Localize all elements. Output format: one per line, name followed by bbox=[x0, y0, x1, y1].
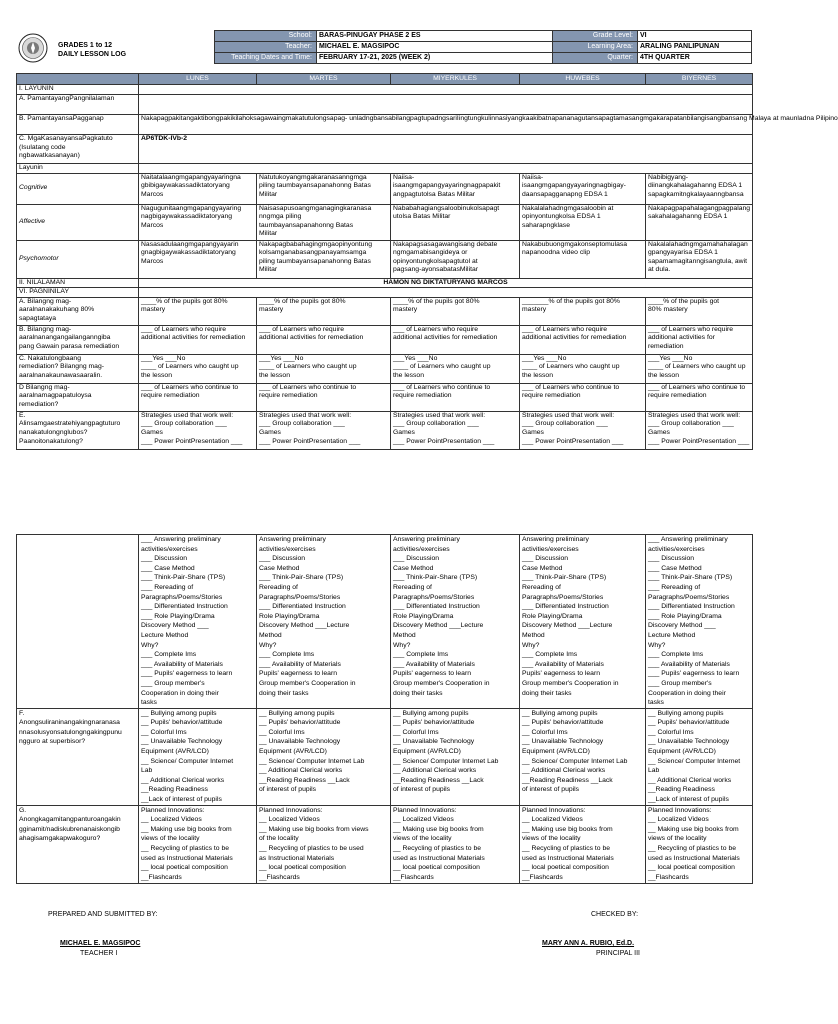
row-g-cell-thursday: Planned Innovations: __ Localized Videos __ Making use big books from views of the locality __ Recycling of plastics to be used as Instructional Materials __ local poetical composition __Flashcards bbox=[520, 805, 646, 883]
row-b-cell-tuesday: ___ of Learners who require additional activities for remediation bbox=[257, 325, 391, 354]
day-header-wednesday: MIYERKULES bbox=[391, 74, 520, 85]
row-e-continued bbox=[17, 535, 753, 709]
pagninilay-label: VI. PAGNINILAY bbox=[17, 288, 139, 298]
cognitive-cell-monday: Naitatalaangmgapangyayaringna gbibigaywakassadiktatoryang Marcos bbox=[139, 173, 257, 204]
row-e2-cell-friday: ___ Answering preliminary activities/exercises ___ Discussion ___ Case Method ___ Think-Pair-Share (TPS) ___ Rereading of Paragraphs/Poems/Stories ___ Differentiated Instruction ___ Role Playing/Drama Discovery Method ___ Lecture Method Why? ___ Complete Ims ___ Availability of Materials ___ Pupils' eagerness to learn ___ Group member's Cooperation in doing their tasks bbox=[646, 535, 753, 709]
quarter-value: 4TH QUARTER bbox=[638, 53, 752, 64]
psychomotor-cell-tuesday: Nakapagbabahagingmgaopinyontung kolsamganabasangpanayamsamga piling taumbayansapanahonng Batas Militar bbox=[257, 240, 391, 278]
row-d bbox=[17, 383, 753, 411]
affective-cell-wednesday: Nababahagiangsaloobinukolsapagt utolsa Batas Militar bbox=[391, 204, 520, 240]
nilalaman-text: HAMON NG DIKTATURYANG MARCOS bbox=[139, 278, 753, 288]
document-title bbox=[58, 41, 126, 59]
prepared-by-signature bbox=[60, 940, 140, 947]
affective-cell-monday: Nagugunitaangmgapangyayaring nagbigaywakassadiktatoryang Marcos bbox=[139, 204, 257, 240]
grade-label: Grade Level: bbox=[553, 31, 638, 42]
row-f-cell-friday: __ Bullying among pupils __ Pupils' behavior/attitude __ Colorful Ims __ Unavailable Technology Equipment (AVR/LCD) __ Science/ Computer Internet Lab __ Additional Clerical works __Reading Readiness __Lack of interest of pupils bbox=[646, 708, 753, 805]
psychomotor-row bbox=[17, 240, 753, 278]
title-line1: GRADES 1 to 12 bbox=[58, 42, 113, 49]
row-b-cell-thursday: ___ of Learners who require additional activities for remediation bbox=[520, 325, 646, 354]
row-e-label: E. Alinsamgaestratehiyangpagtuturo nanakatulongnglubos? Paanoitonakatulong? bbox=[17, 411, 139, 449]
psychomotor-cell-friday: Nakalalahadngmgamahahalagan gpangyayarisa EDSA 1 sapamamagitanngisangtula, awit at dula. bbox=[646, 240, 753, 278]
cognitive-row bbox=[17, 173, 753, 204]
row-f-label: F. Anongsuliraninangakingnaranasa nnasolusyonsatulongngakingpunu ngguro at superbisor? bbox=[17, 708, 139, 805]
cognitive-cell-friday: Nabibigyang- diinangkahalagahanng EDSA 1 sapagkamitngkalayaanngbansa bbox=[646, 173, 753, 204]
row-g-cell-monday: Planned Innovations: __ Localized Videos __ Making use big books from views of the locality __ Recycling of plastics to be used as Instructional Materials __ local poetical composition __Flashcards bbox=[139, 805, 257, 883]
row-a-cell-thursday: _______% of the pupils got 80% mastery bbox=[520, 297, 646, 325]
row-d-cell-wednesday: ___ of Learners who continue to require remediation bbox=[391, 383, 520, 411]
row-b-label: B. Bilangng mag- aaralnanangangailanganngiba pang Gawain parasa remediation bbox=[17, 325, 139, 354]
row-a-cell-friday: ____% of the pupils got 80% mastery bbox=[646, 297, 753, 325]
checked-by-title: PRINCIPAL III bbox=[596, 950, 640, 957]
row-e-cell-wednesday: Strategies used that work well: ___ Group collaboration ___ Games ___ Power PointPresentation ___ bbox=[391, 411, 520, 449]
row-g-cell-friday: Planned Innovations: __ Localized Videos __ Making use big books from views of the locality __ Recycling of plastics to be used as Instructional Materials __ local poetical composition __Flashcards bbox=[646, 805, 753, 883]
row-e2-cell-wednesday: Answering preliminary activities/exercises ___ Discussion Case Method ___ Think-Pair-Share (TPS) Rereading of Paragraphs/Poems/Stories ___ Differentiated Instruction Role Playing/Drama Discovery Method ___Lecture Method Why? ___ Complete Ims ___ Availability of Materials Pupils' eagerness to learn Group member's Cooperation in doing their tasks bbox=[391, 535, 520, 709]
psychomotor-cell-wednesday: Nakapagsasagawangisang debate ngmgamabisangideya or opinyontungkolsapagtutol at pagsang-ayonsabatasMilitar bbox=[391, 240, 520, 278]
row-e2-cell-thursday: Answering preliminary activities/exercises ___ Discussion Case Method ___ Think-Pair-Share (TPS) Rereading of Paragraphs/Poems/Stories ___ Differentiated Instruction Role Playing/Drama Discovery Method ___Lecture Method Why? ___ Complete Ims ___ Availability of Materials Pupils' eagerness to learn Group member's Cooperation in doing their tasks bbox=[520, 535, 646, 709]
affective-cell-friday: Nakapagpapahalagangpagpalang sakahalagahanng EDSA 1 bbox=[646, 204, 753, 240]
school-label: School: bbox=[215, 31, 317, 42]
teacher-value: MICHAEL E. MAGSIPOC bbox=[317, 42, 553, 53]
row-a bbox=[17, 297, 753, 325]
prepared-by-title: TEACHER I bbox=[80, 950, 118, 957]
grade-value: VI bbox=[638, 31, 752, 42]
row-e bbox=[17, 411, 753, 449]
day-header-monday: LUNES bbox=[139, 74, 257, 85]
row-d-cell-thursday: ___ of Learners who continue to require remediation bbox=[520, 383, 646, 411]
row-f-cell-wednesday: __ Bullying among pupils __ Pupils' behavior/attitude __ Colorful Ims __ Unavailable Technology Equipment (AVR/LCD) __ Science/ Computer Internet Lab __ Additional Clerical works __Reading Readiness __Lack of interest of pupils bbox=[391, 708, 520, 805]
affective-cell-tuesday: Naisasapusoangmganagingkaranasa nngmga piling taumbayansapanahonng Batas Militar bbox=[257, 204, 391, 240]
row-d-cell-monday: ___ of Learners who continue to require remediation bbox=[139, 383, 257, 411]
cognitive-cell-thursday: Naiisa- isaangmgapangyayaringnagbigay- daansapagganapng EDSA 1 bbox=[520, 173, 646, 204]
header-info-table bbox=[214, 30, 752, 64]
area-value: ARALING PANLIPUNAN bbox=[638, 42, 752, 53]
row-b-cell-wednesday: ___ of Learners who require additional activities for remediation bbox=[391, 325, 520, 354]
cognitive-cell-tuesday: Natutukoyangmgakaranasanngmga piling taumbayansapanahonng Batas Militar bbox=[257, 173, 391, 204]
checked-by-label: CHECKED BY: bbox=[591, 911, 639, 918]
affective-cell-thursday: Nakalalahadngmgasaloobin at opinyontungkolsa EDSA 1 saharapngklase bbox=[520, 204, 646, 240]
lesson-log-continuation-table bbox=[16, 534, 753, 884]
row-a-cell-tuesday: ____% of the pupils got 80% mastery bbox=[257, 297, 391, 325]
row-f-cell-thursday: __ Bullying among pupils __ Pupils' behavior/attitude __ Colorful Ims __ Unavailable Technology Equipment (AVR/LCD) __ Science/ Computer Internet Lab __ Additional Clerical works __Reading Readiness __Lack of interest of pupils bbox=[520, 708, 646, 805]
row-e2-cell-monday: ___ Answering preliminary activities/exercises ___ Discussion ___ Case Method ___ Think-Pair-Share (TPS) ___ Rereading of Paragraphs/Poems/Stories ___ Differentiated Instruction ___ Role Playing/Drama Discovery Method ___ Lecture Method Why? ___ Complete Ims ___ Availability of Materials ___ Pupils' eagerness to learn ___ Group member's Cooperation in doing their tasks bbox=[139, 535, 257, 709]
affective-row bbox=[17, 204, 753, 240]
row-c-cell-monday: ___Yes ___No ____ of Learners who caught up the lesson bbox=[139, 354, 257, 383]
teacher-label: Teacher: bbox=[215, 42, 317, 53]
day-header-friday: BIYERNES bbox=[646, 74, 753, 85]
dates-value: FEBRUARY 17-21, 2025 (WEEK 2) bbox=[317, 53, 553, 64]
row-f bbox=[17, 708, 753, 805]
layunin-subheading: Layunin bbox=[17, 164, 139, 174]
cognitive-cell-wednesday: Naiisa- isaangmgapangyayaringnagpapakit angpagtutolsa Batas Militar bbox=[391, 173, 520, 204]
row-d-label: D Bilangng mag- aaralnamagpapatuloysa remediation? bbox=[17, 383, 139, 411]
lesson-log-table bbox=[16, 73, 838, 450]
row-c bbox=[17, 354, 753, 383]
row-b bbox=[17, 325, 753, 354]
row-e2-cell-tuesday: Answering preliminary activities/exercises ___ Discussion Case Method ___ Think-Pair-Share (TPS) Rereading of Paragraphs/Poems/Stories ___ Differentiated Instruction Role Playing/Drama Discovery Method ___Lecture Method Why? ___ Complete Ims ___ Availability of Materials Pupils' eagerness to learn Group member's Cooperation in doing their tasks bbox=[257, 535, 391, 709]
day-header-row bbox=[17, 74, 753, 85]
pamantayang-pangnilalaman-label: A. PamantayangPangnilalaman bbox=[17, 95, 139, 115]
row-c-cell-tuesday: ___Yes ___No ____ of Learners who caught up the lesson bbox=[257, 354, 391, 383]
layunin-heading: I. LAYUNIN bbox=[17, 85, 139, 95]
deped-seal-logo bbox=[18, 33, 48, 63]
pamantayang-pagganap-text: Nakapagpakitangaktibongpakikilahoksagawaingmakatutulongsapag- unladngbansabilangpagtupadngsariIingtungkulinnasiyangkaakibatnapananagutansapagtamasangmgakarapatanbilangisangbansang Malaya at maunladna Pilipino bbox=[139, 115, 753, 135]
row-a-cell-monday: ____% of the pupils got 80% mastery bbox=[139, 297, 257, 325]
cognitive-label: Cognitive bbox=[17, 173, 139, 204]
pamantayang-pangnilalaman-cell bbox=[139, 95, 753, 115]
day-header-thursday: HUWEBES bbox=[520, 74, 646, 85]
row-b-cell-friday: ___ of Learners who require additional activities for remediation bbox=[646, 325, 753, 354]
school-value: BARAS-PINUGAY PHASE 2 ES bbox=[317, 31, 553, 42]
dates-label: Teaching Dates and Time: bbox=[215, 53, 317, 64]
checked-by-name: MARY ANN A. RUBIO, Ed.D. bbox=[542, 940, 635, 947]
row-c-cell-wednesday: ___Yes ___No ____ of Learners who caught up the lesson bbox=[391, 354, 520, 383]
row-a-label: A. Bilangng mag- aaralnanakakuhang 80% sapagtataya bbox=[17, 297, 139, 325]
row-c-cell-friday: ___Yes ___No ____ of Learners who caught up the lesson bbox=[646, 354, 753, 383]
kasanayan-code: AP6TDK-IVb-2 bbox=[139, 135, 753, 164]
row-e-cell-thursday: Strategies used that work well: ___ Group collaboration ___ Games ___ Power PointPresentation ___ bbox=[520, 411, 646, 449]
row-a-cell-wednesday: ____% of the pupils got 80% mastery bbox=[391, 297, 520, 325]
psychomotor-cell-thursday: Nakabubuongmgakonseptomulasa napanoodna video clip bbox=[520, 240, 646, 278]
area-label: Learning Area: bbox=[553, 42, 638, 53]
row-g-cell-tuesday: Planned Innovations: __ Localized Videos __ Making use big books from views of the locality __ Recycling of plastics to be used as Instructional Materials __ local poetical composition __Flashcards bbox=[257, 805, 391, 883]
checked-by-signature bbox=[542, 940, 634, 947]
row-c-label: C. Nakatulongbaang remediation? Bilangng mag- aaralnanakaunawasaaralin. bbox=[17, 354, 139, 383]
row-e-continued-label bbox=[17, 535, 139, 709]
day-header-tuesday: MARTES bbox=[257, 74, 391, 85]
row-d-cell-friday: ___ of Learners who continue to require remediation bbox=[646, 383, 753, 411]
pamantayang-pagganap-label: B. PamantayansaPagganap bbox=[17, 115, 139, 135]
row-d-cell-tuesday: ___ of Learners who continue to require remediation bbox=[257, 383, 391, 411]
pagninilay-cell bbox=[139, 288, 753, 298]
row-c-cell-thursday: ___Yes ___No ____ of Learners who caught up the lesson bbox=[520, 354, 646, 383]
row-f-cell-tuesday: __ Bullying among pupils __ Pupils' behavior/attitude __ Colorful Ims __ Unavailable Technology Equipment (AVR/LCD) __ Science/ Computer Internet Lab __ Additional Clerical works __Reading Readiness __Lack of interest of pupils bbox=[257, 708, 391, 805]
corner-cell bbox=[17, 74, 139, 85]
row-b-cell-monday: ___ of Learners who require additional activities for remediation bbox=[139, 325, 257, 354]
row-e-cell-tuesday: Strategies used that work well: ___ Group collaboration ___ Games ___ Power PointPresentation ___ bbox=[257, 411, 391, 449]
row-e-cell-monday: Strategies used that work well: ___ Group collaboration ___ Games ___ Power PointPresentation ___ bbox=[139, 411, 257, 449]
row-g-cell-wednesday: Planned Innovations: __ Localized Videos __ Making use big books from views of the locality __ Recycling of plastics to be used as Instructional Materials __ local poetical composition __Flashcards bbox=[391, 805, 520, 883]
row-g-label: G. Anongkagamitangpanturoangakin gginamit/nadiskubrenanaiskongib ahagisamgakapwakoguro? bbox=[17, 805, 139, 883]
title-line2: DAILY LESSON LOG bbox=[58, 51, 127, 58]
psychomotor-cell-monday: Nasasadulaangmgapangyayarin gnagbigaywakassadiktatoryang Marcos bbox=[139, 240, 257, 278]
nilalaman-label: II. NILALAMAN bbox=[17, 278, 139, 288]
psychomotor-label: Psychomotor bbox=[17, 240, 139, 278]
row-f-cell-monday: __ Bullying among pupils __ Pupils' behavior/attitude __ Colorful Ims __ Unavailable Technology Equipment (AVR/LCD) __ Science/ Computer Internet Lab __ Additional Clerical works __Reading Readiness __Lack of interest of pupils bbox=[139, 708, 257, 805]
layunin-cell bbox=[139, 85, 753, 95]
quarter-label: Quarter: bbox=[553, 53, 638, 64]
row-g bbox=[17, 805, 753, 883]
prepared-by-label: PREPARED AND SUBMITTED BY: bbox=[48, 911, 158, 918]
prepared-by-name: MICHAEL E. MAGSIPOC bbox=[60, 940, 141, 947]
affective-label: Affective bbox=[17, 204, 139, 240]
row-e-cell-friday: Strategies used that work well: ___ Group collaboration ___ Games ___ Power PointPresentation ___ bbox=[646, 411, 753, 449]
kasanayan-label: C. MgaKasanayansaPagkatuto (Isulatang code ngbawatkasanayan) bbox=[17, 135, 139, 164]
layunin-sub-cell bbox=[139, 164, 753, 174]
